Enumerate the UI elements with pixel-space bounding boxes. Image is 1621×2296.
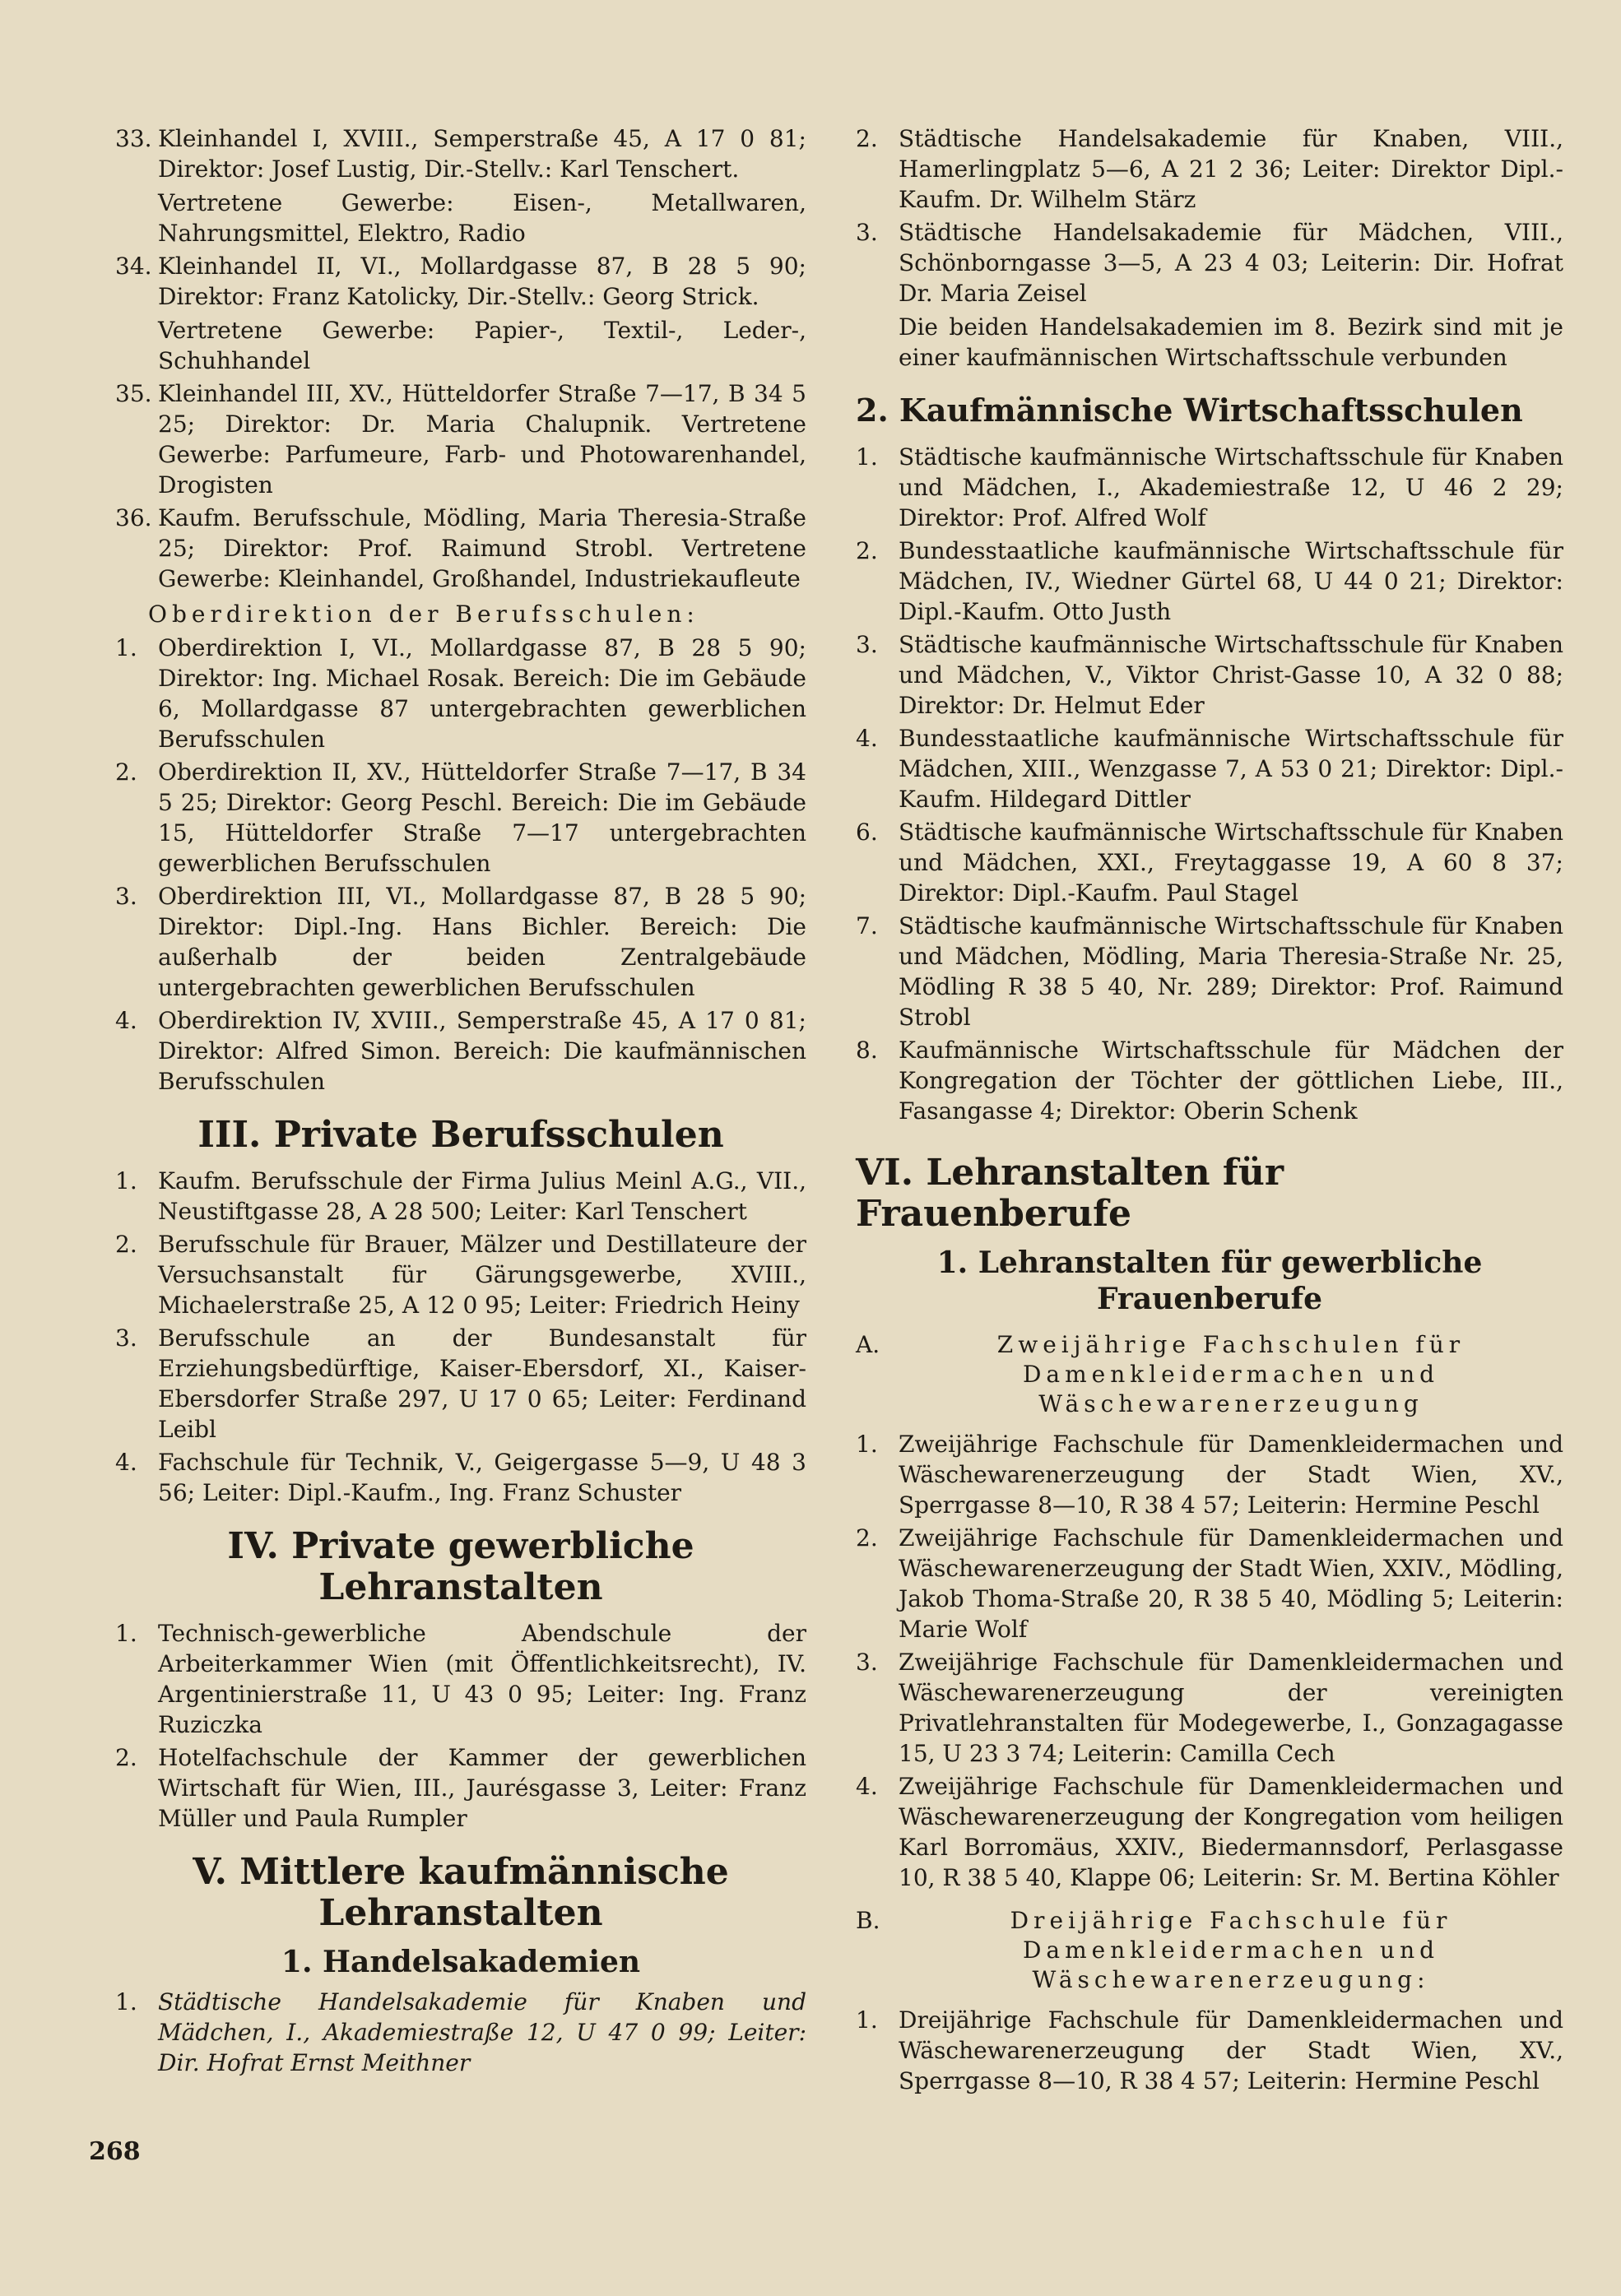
left-column <box>115 123 806 2080</box>
entry-list <box>115 633 806 1097</box>
list-item: 4. Oberdirektion IV, XVIII., Semperstraße 45, A 17 0 81; Direktor: Alfred Simon. Bereich: Die kaufmännischen Berufsschulen <box>115 1007 806 1095</box>
list-item: 2. Berufsschule für Brauer, Mälzer und Destillateure der Versuchsanstalt für Gärungsgewerbe, XVIII., Michaelerstraße 25, A 12 0 95; Leiter: Friedrich Heiny <box>115 1231 806 1319</box>
list-item: 36. Kaufm. Berufsschule, Mödling, Maria Theresia-Straße 25; Direktor: Prof. Raimund Strobl. Vertretene Gewerbe: Kleinhandel, Großhandel, Industriekaufleute <box>115 504 806 592</box>
list-item: 3. Berufsschule an der Bundesanstalt für Erziehungsbedürftige, Kaiser-Ebersdorf, XI., Kaiser-Ebersdorfer Straße 297, U 17 0 65; Leiter: Ferdinand Leibl <box>115 1324 806 1443</box>
entry-list <box>115 1987 806 2078</box>
section-heading: III. Private Berufsschulen <box>197 1114 724 1156</box>
list-item: 6. Städtische kaufmännische Wirtschaftsschule für Knaben und Mädchen, XXI., Freytaggasse 19, A 60 8 37; Direktor: Dipl.-Kaufm. Paul Stagel <box>856 819 1563 907</box>
list-item: 1. Kaufm. Berufsschule der Firma Julius Meinl A.G., VII., Neustiftgasse 28, A 28 500; Leiter: Karl Tenschert <box>115 1167 806 1225</box>
entry-list <box>115 1618 806 1834</box>
list-item: 7. Städtische kaufmännische Wirtschaftsschule für Knaben und Mädchen, Mödling, Maria Theresia-Straße Nr. 25, Mödling R 38 5 40, Nr. 289; Direktor: Prof. Raimund Strobl <box>856 912 1563 1031</box>
list-item: 2. Städtische Handelsakademie für Knaben, VIII., Hamerlingplatz 5—6, A 21 2 36; Leiter: Direktor Dipl.-Kaufm. Dr. Wilhelm Stärz <box>856 125 1563 213</box>
list-item: 4. Fachschule für Technik, V., Geigergasse 5—9, U 48 3 56; Leiter: Dipl.-Kaufm., Ing. Franz Schuster <box>115 1449 806 1506</box>
list-item: 33. Kleinhandel I, XVIII., Semperstraße 45, A 17 0 81; Direktor: Josef Lustig, Dir.-Stellv.: Karl Tenschert. Vertretene Gewerbe: Eisen-, Metallwaren, Nahrungsmittel, Elektro, Radio <box>115 125 806 247</box>
list-item: 1. Städtische Handelsakademie für Knaben und Mädchen, I., Akademiestraße 12, U 47 0 99; Leiter: Dir. Hofrat Ernst Meithner <box>115 1988 806 2076</box>
oberdirektion-heading: Oberdirektion der Berufsschulen: <box>148 601 699 628</box>
section-heading: V. Mittlere kaufmännische Lehranstalten <box>193 1851 729 1934</box>
list-item: 4. Zweijährige Fachschule für Damenkleidermachen und Wäschewarenerzeugung der Kongregation vom heiligen Karl Borromäus, XXIV., Biedermannsdorf, Perlasgasse 10, R 38 5 40, Klappe 06; Leiterin: Sr. M. Bertina Köhler <box>856 1773 1563 1891</box>
list-item: 2. Bundesstaatliche kaufmännische Wirtschaftsschule für Mädchen, IV., Wiedner Gürtel 68, U 44 0 21; Direktor: Dipl.-Kaufm. Otto Justh <box>856 537 1563 625</box>
entry-list <box>115 123 806 594</box>
list-item: 1. Zweijährige Fachschule für Damenkleidermachen und Wäschewarenerzeugung der Stadt Wien, XV., Sperrgasse 8—10, R 38 4 57; Leiterin: Hermine Peschl <box>856 1431 1563 1519</box>
list-item: 4. Bundesstaatliche kaufmännische Wirtschaftsschule für Mädchen, XIII., Wenzgasse 7, A 53 0 21; Direktor: Dipl.-Kaufm. Hildegard Dittler <box>856 725 1563 813</box>
list-item: 3. Zweijährige Fachschule für Damenkleidermachen und Wäschewarenerzeugung der vereinigten Privatlehranstalten für Modegewerbe, I., Gonzagagasse 15, U 23 3 74; Leiterin: Camilla Cech <box>856 1649 1563 1767</box>
subsection-heading: 1. Lehranstalten für gewerbliche Frauenberufe <box>936 1245 1483 1316</box>
list-item: 8. Kaufmännische Wirtschaftsschule für Mädchen der Kongregation der Töchter der göttlichen Liebe, III., Fasangasse 4; Direktor: Oberin Schenk <box>856 1037 1563 1125</box>
list-item: 1. Oberdirektion I, VI., Mollardgasse 87, B 28 5 90; Direktor: Ing. Michael Rosak. Bereich: Die im Gebäude 6, Mollardgasse 87 untergebrachten gewerblichen Berufsschulen <box>115 634 806 753</box>
list-item: 2. Oberdirektion II, XV., Hütteldorfer Straße 7—17, B 34 5 25; Direktor: Georg Peschl. Bereich: Die im Gebäude 15, Hütteldorfer Straße 7—17 untergebrachten gewerblichen Berufsschulen <box>115 758 806 877</box>
section-heading: VI. Lehranstalten für Frauenberufe <box>856 1152 1284 1235</box>
entry-list <box>115 1166 806 1508</box>
entry-list <box>856 1429 1563 1893</box>
right-column <box>856 123 1563 2099</box>
list-item: 2. Zweijährige Fachschule für Damenkleidermachen und Wäschewarenerzeugung der Stadt Wien, XXIV., Mödling, Jakob Thoma-Straße 20, R 38 5 40, Mödling 5; Leiterin: Marie Wolf <box>856 1524 1563 1643</box>
list-item: 35. Kleinhandel III, XV., Hütteldorfer Straße 7—17, B 34 5 25; Direktor: Dr. Maria Chalupnik. Vertretene Gewerbe: Parfumeure, Farb- und Photowarenhandel, Drogisten <box>115 380 806 499</box>
list-item: 3. Oberdirektion III, VI., Mollardgasse 87, B 28 5 90; Direktor: Dipl.-Ing. Hans Bichler. Bereich: Die außerhalb der beiden Zentralgebäude untergebrachten gewerblichen Berufsschulen <box>115 883 806 1001</box>
page-number: 268 <box>89 2137 141 2166</box>
list-item: 1. Technisch-gewerbliche Abendschule der Arbeiterkammer Wien (mit Öffentlichkeitsrecht), IV. Argentinierstraße 11, U 43 0 95; Leiter: Ing. Franz Ruziczka <box>115 1620 806 1738</box>
subsection-heading: 1. Handelsakademien <box>281 1945 641 1979</box>
category-heading: B. Dreijährige Fachschule für Damenkleidermachen und Wäschewarenerzeugung: <box>856 1907 1452 1993</box>
entry-list <box>856 123 1563 373</box>
section-heading: IV. Private gewerbliche Lehranstalten <box>227 1525 694 1608</box>
list-item: 3. Städtische Handelsakademie für Mädchen, VIII., Schönborngasse 3—5, A 23 4 03; Leiterin: Dir. Hofrat Dr. Maria Zeisel Die beiden Handelsakademien im 8. Bezirk sind mit je einer kaufmännischen Wirtschaftsschule verbunden <box>856 219 1563 371</box>
entry-list <box>856 2005 1563 2096</box>
list-item: 2. Hotelfachschule der Kammer der gewerblichen Wirtschaft für Wien, III., Jaurésgasse 3, Leiter: Franz Müller und Paula Rumpler <box>115 1744 806 1832</box>
list-item: 1. Dreijährige Fachschule für Damenkleidermachen und Wäschewarenerzeugung der Stadt Wien, XV., Sperrgasse 8—10, R 38 4 57; Leiterin: Hermine Peschl <box>856 2006 1563 2094</box>
category-heading: A. Zweijährige Fachschulen für Damenkleidermachen und Wäschewarenerzeugung <box>856 1331 1465 1417</box>
entry-list <box>856 442 1563 1126</box>
list-item: 3. Städtische kaufmännische Wirtschaftsschule für Knaben und Mädchen, V., Viktor Christ-Gasse 10, A 32 0 88; Direktor: Dr. Helmut Eder <box>856 631 1563 719</box>
list-item: 34. Kleinhandel II, VI., Mollardgasse 87, B 28 5 90; Direktor: Franz Katolicky, Dir.-Stellv.: Georg Strick. Vertretene Gewerbe: Papier-, Textil-, Leder-, Schuhhandel <box>115 253 806 374</box>
list-item: 1. Städtische kaufmännische Wirtschaftsschule für Knaben und Mädchen, I., Akademiestraße 12, U 46 2 29; Direktor: Prof. Alfred Wolf <box>856 443 1563 531</box>
subsection-heading: 2. Kaufmännische Wirtschaftsschulen <box>856 392 1523 429</box>
